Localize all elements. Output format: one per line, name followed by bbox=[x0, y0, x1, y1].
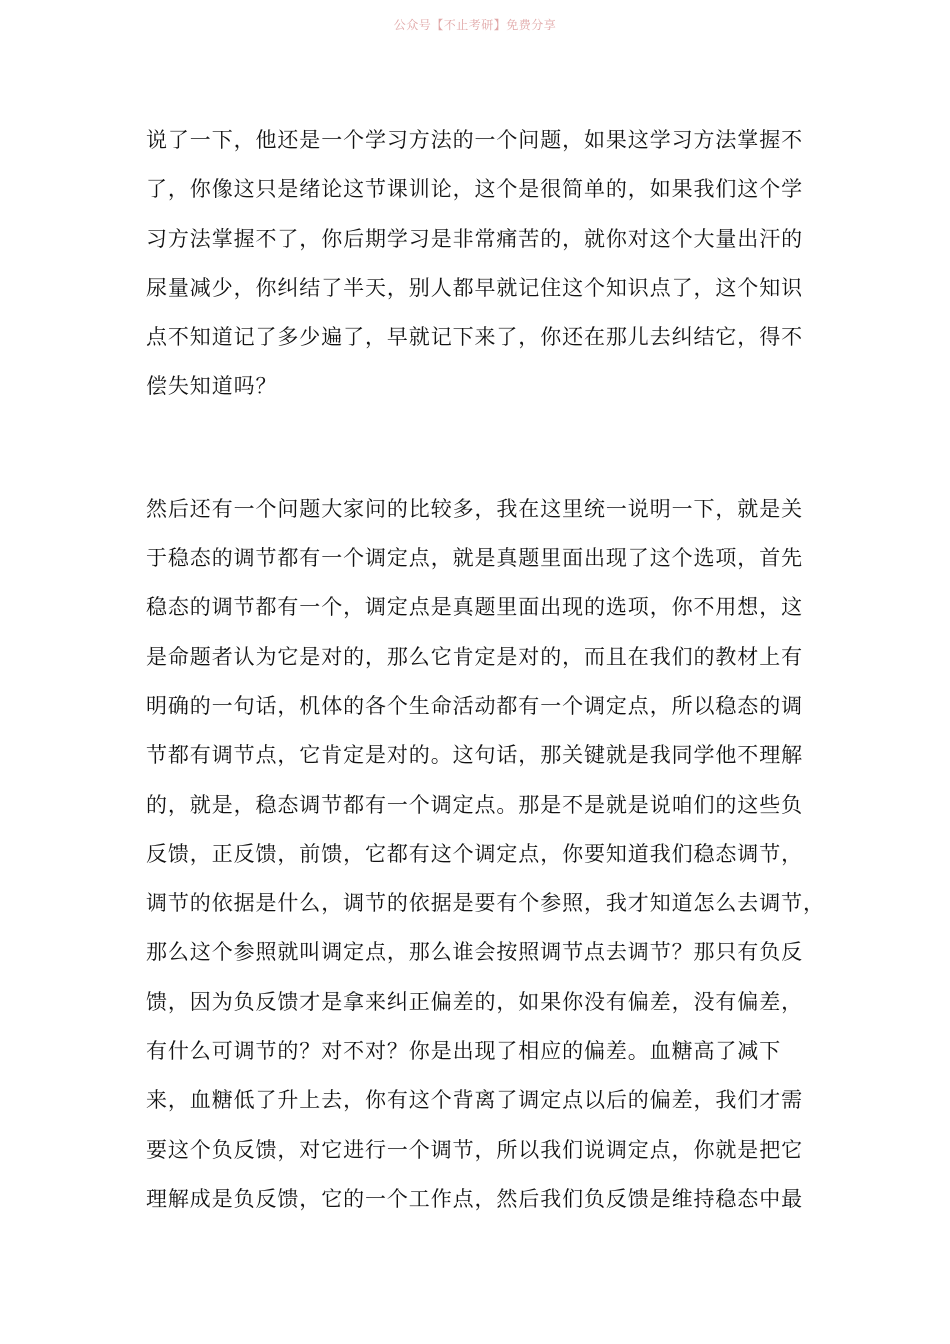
text-line: 了，你像这只是绪论这节课训论，这个是很简单的，如果我们这个学 bbox=[146, 177, 803, 202]
watermark: 公众号【不止考研】免费分享 bbox=[393, 18, 557, 32]
text-line: 点不知道记了多少遍了，早就记下来了，你还在那儿去纠结它，得不 bbox=[146, 325, 803, 350]
text-line: 说了一下，他还是一个学习方法的一个问题，如果这学习方法掌握不 bbox=[146, 128, 803, 152]
text-line: 的，就是，稳态调节都有一个调定点。那是不是就是说咱们的这些负 bbox=[146, 792, 803, 817]
text-line: 理解成是负反馈，它的一个工作点，然后我们负反馈是维持稳态中最 bbox=[146, 1186, 803, 1211]
text-line: 反馈，正反馈，前馈，它都有这个调定点，你要知道我们稳态调节， bbox=[146, 841, 803, 866]
text-line: 来，血糖低了升上去，你有这个背离了调定点以后的偏差，我们才需 bbox=[146, 1088, 803, 1113]
text-line: 节都有调节点，它肯定是对的。这句话，那关键就是我同学他不理解 bbox=[146, 743, 803, 768]
text-line: 于稳态的调节都有一个调定点，就是真题里面出现了这个选项，首先 bbox=[146, 546, 803, 571]
text-line: 明确的一句话，机体的各个生命活动都有一个调定点，所以稳态的调 bbox=[146, 693, 803, 718]
text-line: 有什么可调节的？对不对？你是出现了相应的偏差。血糖高了减下 bbox=[146, 1039, 782, 1064]
text-line: 偿失知道吗？ bbox=[146, 374, 278, 399]
text-line: 习方法掌握不了，你后期学习是非常痛苦的，就你对这个大量出汗的 bbox=[146, 226, 803, 251]
document-body bbox=[146, 116, 825, 1224]
text-line: 要这个负反馈，对它进行一个调节，所以我们说调定点，你就是把它 bbox=[146, 1137, 803, 1162]
text-line: 然后还有一个问题大家问的比较多，我在这里统一说明一下，就是关 bbox=[146, 496, 803, 521]
text-line: 是命题者认为它是对的，那么它肯定是对的，而且在我们的教材上有 bbox=[146, 644, 803, 669]
text-line: 馈，因为负反馈才是拿来纠正偏差的，如果你没有偏差，没有偏差， bbox=[146, 989, 803, 1014]
text-line: 稳态的调节都有一个，调定点是真题里面出现的选项，你不用想，这 bbox=[146, 595, 803, 620]
paragraph-gap bbox=[146, 412, 808, 485]
text-line: 尿量减少，你纠结了半天，别人都早就记住这个知识点了，这个知识 bbox=[146, 275, 803, 300]
paragraph-2 bbox=[146, 485, 825, 1224]
text-line: 调节的依据是什么，调节的依据是要有个参照，我才知道怎么去调节， bbox=[146, 891, 825, 916]
text-line: 那么这个参照就叫调定点，那么谁会按照调节点去调节？那只有负反 bbox=[146, 940, 803, 965]
paragraph-1 bbox=[146, 116, 808, 412]
